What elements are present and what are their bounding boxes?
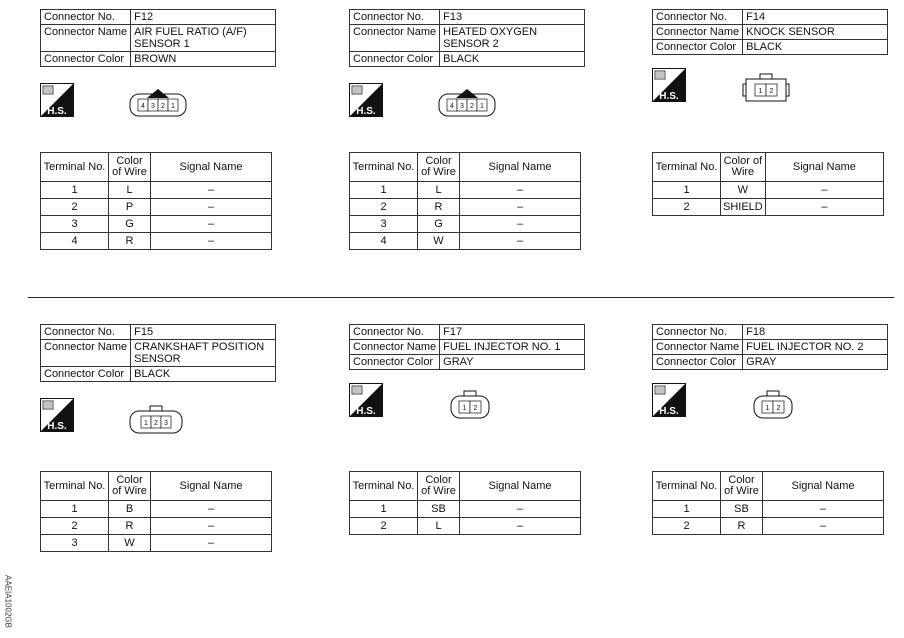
signal-name-cell: – <box>151 535 272 552</box>
table-row <box>41 182 272 199</box>
connector-name-value: KNOCK SENSOR <box>743 25 888 40</box>
terminal-no-cell: 2 <box>41 518 109 535</box>
connector-name-label: Connector Name <box>41 340 131 367</box>
terminal-no-cell: 4 <box>41 233 109 250</box>
table-row <box>350 182 581 199</box>
signal-name-header: Signal Name <box>765 153 883 182</box>
pin-label: 3 <box>460 103 464 110</box>
connector-color-label: Connector Color <box>653 40 743 55</box>
terminal-no-cell: 1 <box>41 501 109 518</box>
connector-face-icon <box>752 390 794 422</box>
connector-number-value: F12 <box>131 10 276 25</box>
color-of-wire-header: Color of Wire <box>109 153 151 182</box>
connector-block <box>40 324 276 574</box>
wire-color-cell: L <box>418 182 460 199</box>
signal-name-cell: – <box>151 518 272 535</box>
connector-number-label: Connector No. <box>350 325 440 340</box>
harness-side-icon <box>652 68 686 102</box>
terminal-table-wrap <box>652 471 884 535</box>
harness-side-icon <box>40 83 74 117</box>
table-row <box>41 233 272 250</box>
wire-color-cell: R <box>721 518 763 535</box>
wire-color-cell: L <box>109 182 151 199</box>
harness-side-icon <box>349 83 383 117</box>
wire-color-cell: R <box>418 199 460 216</box>
pin-label: 1 <box>144 420 148 427</box>
connector-color-label: Connector Color <box>350 355 440 370</box>
wire-color-cell: SHIELD <box>721 199 766 216</box>
connector-info-table <box>652 9 888 55</box>
terminal-no-cell: 2 <box>653 518 721 535</box>
signal-name-cell: – <box>763 501 884 518</box>
terminal-no-cell: 2 <box>41 199 109 216</box>
terminal-table-wrap <box>349 152 581 250</box>
terminal-no-header: Terminal No. <box>350 153 418 182</box>
terminal-table-wrap <box>652 152 884 216</box>
terminal-no-cell: 1 <box>350 501 418 518</box>
wire-color-cell: W <box>721 182 766 199</box>
connector-number-value: F13 <box>440 10 585 25</box>
terminal-table <box>40 471 272 552</box>
connector-number-label: Connector No. <box>653 325 743 340</box>
terminal-table <box>349 152 581 250</box>
hs-label: H.S. <box>47 421 67 432</box>
terminal-no-cell: 1 <box>653 501 721 518</box>
signal-name-cell: – <box>460 182 581 199</box>
color-of-wire-header: Color of Wire <box>418 472 460 501</box>
color-of-wire-header: Color of Wire <box>721 472 763 501</box>
signal-name-cell: – <box>765 199 883 216</box>
signal-name-cell: – <box>151 501 272 518</box>
signal-name-header: Signal Name <box>151 153 272 182</box>
connector-number-value: F17 <box>440 325 585 340</box>
pin-label: 2 <box>154 420 158 427</box>
table-row <box>41 501 272 518</box>
connector-number-label: Connector No. <box>41 325 131 340</box>
wire-color-cell: R <box>109 233 151 250</box>
pin-label: 2 <box>470 103 474 110</box>
terminal-no-header: Terminal No. <box>653 153 721 182</box>
table-row <box>41 199 272 216</box>
hs-label: H.S. <box>659 406 679 417</box>
connector-number-label: Connector No. <box>41 10 131 25</box>
connector-face-icon <box>128 405 184 437</box>
connector-color-label: Connector Color <box>41 52 131 67</box>
wire-color-cell: P <box>109 199 151 216</box>
pin-label: 4 <box>141 103 145 110</box>
pin-label: 3 <box>151 103 155 110</box>
wire-color-cell: B <box>109 501 151 518</box>
wire-color-cell: G <box>109 216 151 233</box>
connector-block <box>40 9 276 259</box>
pin-label: 3 <box>164 420 168 427</box>
terminal-no-cell: 3 <box>41 535 109 552</box>
connector-info-table <box>349 9 585 67</box>
connector-info-table <box>40 324 276 382</box>
hs-label: H.S. <box>356 106 376 117</box>
connector-name-label: Connector Name <box>41 25 131 52</box>
signal-name-cell: – <box>765 182 883 199</box>
table-row <box>653 182 884 199</box>
terminal-no-header: Terminal No. <box>350 472 418 501</box>
connector-color-label: Connector Color <box>41 367 131 382</box>
pin-label: 4 <box>450 103 454 110</box>
table-row <box>350 501 581 518</box>
connector-name-label: Connector Name <box>350 340 440 355</box>
terminal-table-wrap <box>40 471 272 552</box>
connector-color-value: BLACK <box>743 40 888 55</box>
signal-name-cell: – <box>460 216 581 233</box>
table-row <box>41 216 272 233</box>
connector-name-label: Connector Name <box>653 340 743 355</box>
terminal-no-header: Terminal No. <box>41 472 109 501</box>
signal-name-cell: – <box>763 518 884 535</box>
connector-color-value: BLACK <box>440 52 585 67</box>
harness-side-icon <box>652 383 686 417</box>
terminal-no-cell: 3 <box>41 216 109 233</box>
wire-color-cell: W <box>109 535 151 552</box>
signal-name-cell: – <box>460 501 581 518</box>
connector-info-table <box>40 9 276 67</box>
signal-name-cell: – <box>460 233 581 250</box>
signal-name-header: Signal Name <box>460 153 581 182</box>
wire-color-cell: G <box>418 216 460 233</box>
pin-label: 1 <box>171 103 175 110</box>
table-row <box>350 216 581 233</box>
signal-name-header: Signal Name <box>460 472 581 501</box>
signal-name-cell: – <box>151 199 272 216</box>
terminal-no-cell: 2 <box>350 518 418 535</box>
harness-side-icon <box>349 383 383 417</box>
connector-face-icon <box>449 390 491 422</box>
connector-number-value: F15 <box>131 325 276 340</box>
terminal-no-header: Terminal No. <box>653 472 721 501</box>
color-of-wire-header: Color of Wire <box>721 153 766 182</box>
terminal-no-cell: 2 <box>653 199 721 216</box>
connector-name-value: AIR FUEL RATIO (A/F) SENSOR 1 <box>131 25 276 52</box>
signal-name-cell: – <box>151 216 272 233</box>
color-of-wire-header: Color of Wire <box>418 153 460 182</box>
connector-number-value: F18 <box>743 325 888 340</box>
table-row <box>350 233 581 250</box>
wire-color-cell: W <box>418 233 460 250</box>
wire-color-cell: L <box>418 518 460 535</box>
terminal-no-cell: 4 <box>350 233 418 250</box>
pin-label: 1 <box>480 103 484 110</box>
connector-face-icon <box>742 73 790 105</box>
wire-color-cell: R <box>109 518 151 535</box>
terminal-table-wrap <box>40 152 272 250</box>
connector-info-table <box>652 324 888 370</box>
connector-number-label: Connector No. <box>653 10 743 25</box>
table-row <box>653 501 884 518</box>
table-row <box>653 518 884 535</box>
connector-number-label: Connector No. <box>350 10 440 25</box>
terminal-no-cell: 1 <box>41 182 109 199</box>
connector-block <box>652 324 888 574</box>
table-row <box>41 518 272 535</box>
terminal-table <box>652 152 884 216</box>
connector-name-value: HEATED OXYGEN SENSOR 2 <box>440 25 585 52</box>
table-row <box>350 518 581 535</box>
connector-color-label: Connector Color <box>350 52 440 67</box>
terminal-table <box>40 152 272 250</box>
pin-label: 1 <box>765 405 770 412</box>
wire-color-cell: SB <box>721 501 763 518</box>
terminal-no-header: Terminal No. <box>41 153 109 182</box>
signal-name-cell: – <box>460 518 581 535</box>
table-row <box>41 535 272 552</box>
hs-label: H.S. <box>659 91 679 102</box>
pin-label: 2 <box>769 88 774 95</box>
table-row <box>653 199 884 216</box>
signal-name-cell: – <box>151 233 272 250</box>
section-divider <box>28 297 894 298</box>
connector-name-label: Connector Name <box>350 25 440 52</box>
harness-side-icon <box>40 398 74 432</box>
wire-color-cell: SB <box>418 501 460 518</box>
signal-name-header: Signal Name <box>151 472 272 501</box>
terminal-no-cell: 1 <box>653 182 721 199</box>
connector-face-icon <box>437 88 497 120</box>
color-of-wire-header: Color of Wire <box>109 472 151 501</box>
hs-label: H.S. <box>47 106 67 117</box>
connector-face-icon <box>128 88 188 120</box>
connector-number-value: F14 <box>743 10 888 25</box>
terminal-table <box>652 471 884 535</box>
connector-info-table <box>349 324 585 370</box>
connector-color-label: Connector Color <box>653 355 743 370</box>
pin-label: 2 <box>161 103 165 110</box>
pin-label: 1 <box>758 88 763 95</box>
terminal-no-cell: 1 <box>350 182 418 199</box>
figure-code: AAEIA1002GB <box>3 575 13 628</box>
terminal-table <box>349 471 581 535</box>
connector-name-value: CRANKSHAFT POSITION SENSOR <box>131 340 276 367</box>
connector-color-value: GRAY <box>743 355 888 370</box>
connector-color-value: GRAY <box>440 355 585 370</box>
connector-color-value: BLACK <box>131 367 276 382</box>
pin-label: 2 <box>776 405 781 412</box>
pin-label: 2 <box>473 405 478 412</box>
connector-name-value: FUEL INJECTOR NO. 1 <box>440 340 585 355</box>
terminal-table-wrap <box>349 471 581 535</box>
signal-name-cell: – <box>460 199 581 216</box>
connector-name-label: Connector Name <box>653 25 743 40</box>
pin-label: 1 <box>462 405 467 412</box>
connector-block <box>349 9 585 259</box>
signal-name-header: Signal Name <box>763 472 884 501</box>
connector-block <box>652 9 888 259</box>
table-row <box>350 199 581 216</box>
terminal-no-cell: 3 <box>350 216 418 233</box>
connector-block <box>349 324 585 574</box>
terminal-no-cell: 2 <box>350 199 418 216</box>
connector-name-value: FUEL INJECTOR NO. 2 <box>743 340 888 355</box>
hs-label: H.S. <box>356 406 376 417</box>
signal-name-cell: – <box>151 182 272 199</box>
connector-color-value: BROWN <box>131 52 276 67</box>
